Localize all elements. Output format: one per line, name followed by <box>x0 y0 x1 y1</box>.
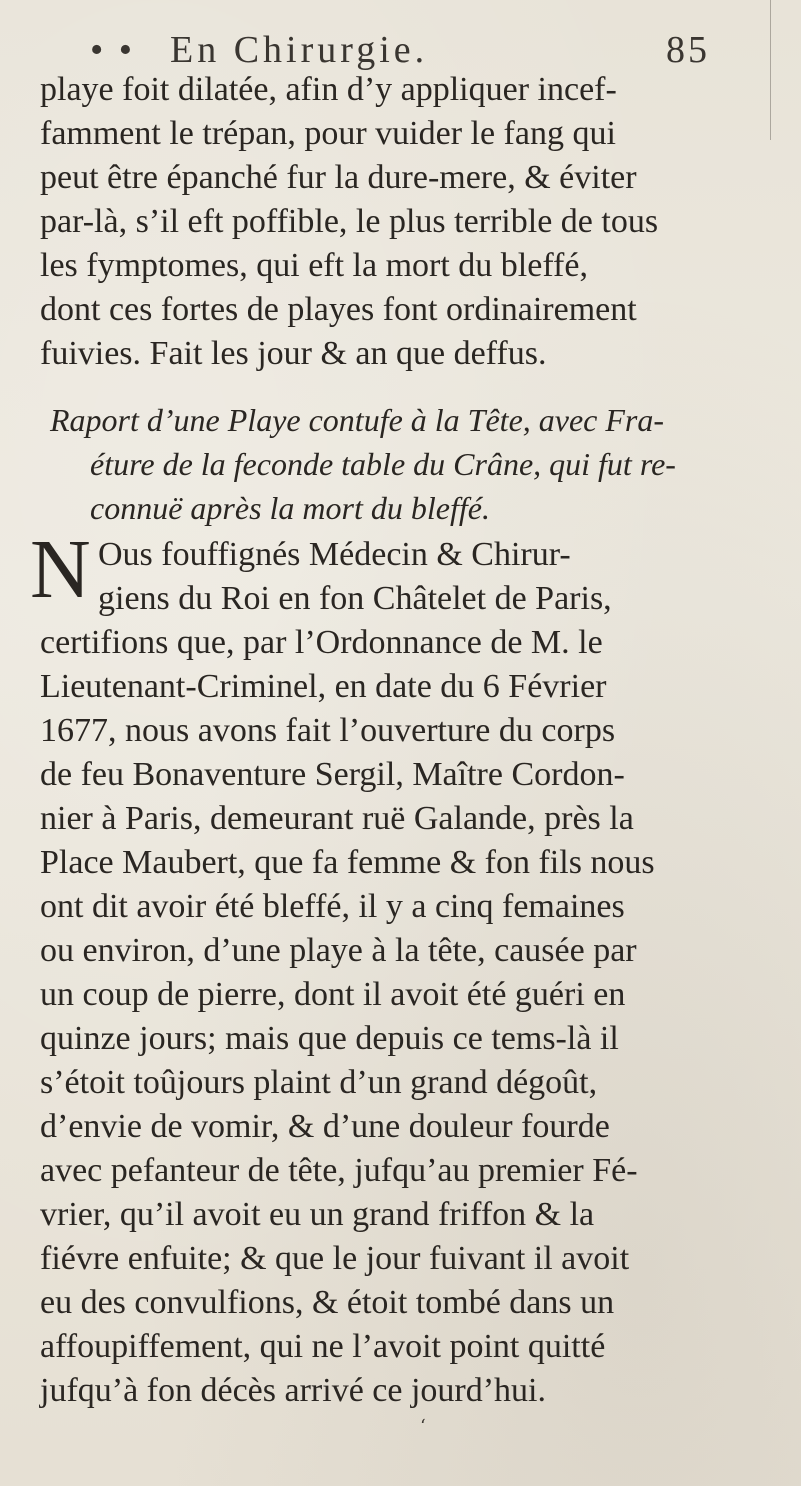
text-line: d’envie de vomir, & d’une douleur fourde <box>40 1108 610 1145</box>
text-line: un coup de pierre, dont il avoit été guéri en <box>40 976 626 1013</box>
text-line: quinze jours; mais que depuis ce tems-là il <box>40 1020 619 1057</box>
text-line: de feu Bonaventure Sergil, Maître Cordon- <box>40 756 625 793</box>
text-line: playe foit dilatée, afin d’y appliquer incef- <box>40 71 617 108</box>
text-line: fiévre enfuite; & que le jour fuivant il avoit <box>40 1240 630 1277</box>
text-line: 1677, nous avons fait l’ouverture du corps <box>40 712 616 749</box>
heading-line: Raport d’une Playe contufe à la Tête, avec Fra- <box>50 402 665 438</box>
drop-cap-letter: N <box>30 523 91 616</box>
text-line: s’étoit toûjours plaint d’un grand dégoût, <box>40 1064 598 1101</box>
text-line: par-là, s’il eft poffible, le plus terrible de tous <box>40 203 659 240</box>
paragraph-1 <box>40 68 740 376</box>
text-line: dont ces fortes de playes font ordinairement <box>40 291 637 328</box>
text-line: Ous fouffignés Médecin & Chirur- <box>98 536 571 573</box>
text-line: affoupiffement, qui ne l’avoit point quitté <box>40 1328 606 1365</box>
page-number: 85 <box>666 29 710 71</box>
text-line: fuivies. Fait les jour & an que deffus. <box>40 335 547 372</box>
text-line: eu des convulfions, & étoit tombé dans un <box>40 1284 615 1321</box>
paragraph-2 <box>40 533 740 1413</box>
text-line: Lieutenant-Criminel, en date du 6 Février <box>40 668 607 705</box>
heading-line: éture de la feconde table du Crâne, qui fut re- <box>90 446 676 482</box>
text-line: nier à Paris, demeurant ruë Galande, près la <box>40 800 634 837</box>
page-edge-line <box>770 0 771 140</box>
header-title: En Chirurgie. <box>170 29 429 71</box>
text-line: vrier, qu’il avoit eu un grand friffon & la <box>40 1196 595 1233</box>
text-line: famment le trépan, pour vuider le fang qui <box>40 115 616 152</box>
text-line: peut être épanché fur la dure-mere, & éviter <box>40 159 637 196</box>
heading-line: connuë après la mort du bleffé. <box>90 490 490 526</box>
header-ornament: • • <box>90 29 136 71</box>
text-line: giens du Roi en fon Châtelet de Paris, <box>98 580 612 617</box>
text-line: les fymptomes, qui eft la mort du bleffé, <box>40 247 588 284</box>
text-line: certifions que, par l’Ordonnance de M. le <box>40 624 603 661</box>
running-header <box>30 28 720 72</box>
text-line: ont dit avoir été bleffé, il y a cinq femaines <box>40 888 625 925</box>
text-line: avec pefanteur de tête, jufqu’au premier Fé- <box>40 1152 638 1189</box>
text-line: Place Maubert, que fa femme & fon fils nous <box>40 844 655 881</box>
report-heading <box>50 398 750 530</box>
text-line: jufqu’à fon décès arrivé ce jourd’hui. <box>40 1372 546 1409</box>
text-line: ou environ, d’une playe à la tête, causée par <box>40 932 637 969</box>
printer-mark: ‘ <box>420 1416 426 1437</box>
